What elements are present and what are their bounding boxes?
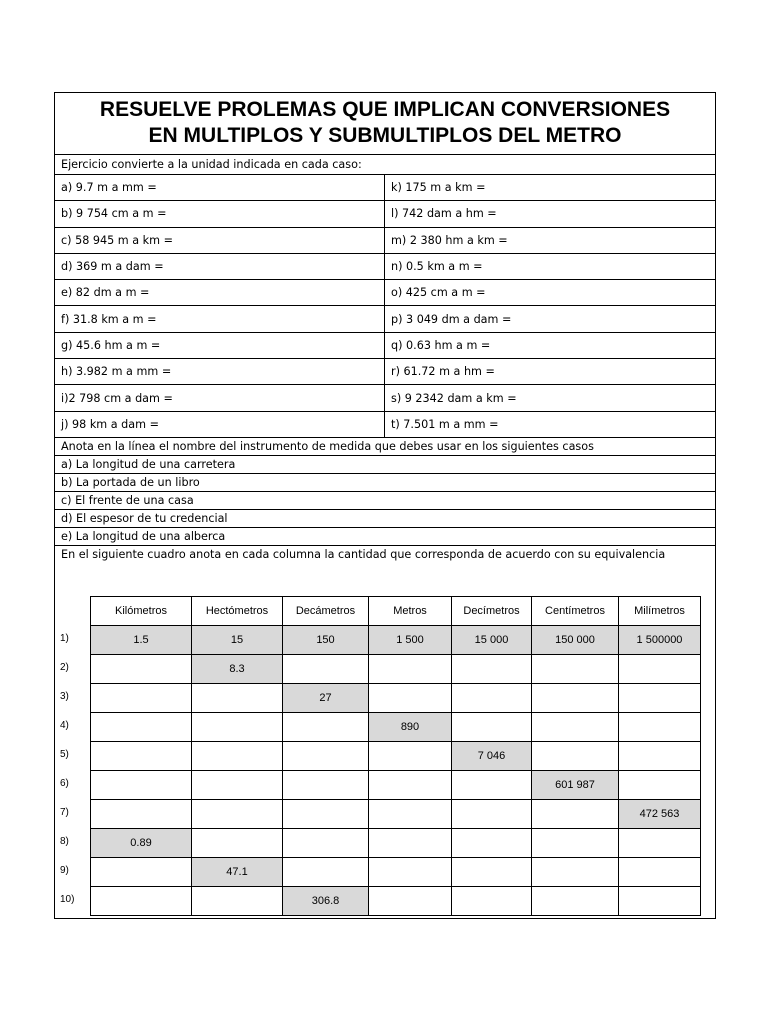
table-cell[interactable] [452, 654, 532, 683]
table-cell[interactable] [369, 799, 452, 828]
exercise-row [55, 306, 715, 332]
column-header: Decámetros [283, 596, 369, 625]
exercise-left[interactable]: a) 9.7 m a mm = [55, 175, 385, 200]
row-index-label: 5) [60, 749, 69, 761]
exercise-right[interactable]: p) 3 049 dm a dam = [391, 312, 512, 326]
column-header: Decímetros [452, 596, 532, 625]
exercise-left[interactable]: b) 9 754 cm a m = [55, 201, 385, 226]
table-cell: 27 [283, 683, 369, 712]
column-header: Hectómetros [192, 596, 283, 625]
exercise-right[interactable]: q) 0.63 hm a m = [391, 338, 491, 352]
exercise-row [55, 254, 715, 280]
table-cell[interactable] [619, 741, 701, 770]
row-index-label: 1) [60, 633, 69, 645]
exercise-row [55, 175, 715, 201]
exercise-row [55, 412, 715, 438]
row-index-cell [60, 828, 91, 857]
column-header: Kilómetros [91, 596, 192, 625]
table-row [90, 799, 701, 828]
table-row [90, 654, 701, 683]
table-cell[interactable] [452, 770, 532, 799]
exercise-row [55, 228, 715, 254]
table-cell: 7 046 [452, 741, 532, 770]
title-line-1: RESUELVE PROLEMAS QUE IMPLICAN CONVERSIONES [99, 98, 671, 121]
table-cell: 0.89 [91, 828, 192, 857]
table-cell[interactable] [619, 857, 701, 886]
table-cell[interactable] [532, 741, 619, 770]
row-index-label: 7) [60, 807, 69, 819]
row-index-label: 8) [60, 836, 69, 848]
table-cell[interactable] [452, 683, 532, 712]
table-cell: 1 500000 [619, 625, 701, 654]
row-index-cell [60, 799, 91, 828]
table-cell[interactable] [532, 886, 619, 915]
table-cell[interactable] [91, 712, 192, 741]
table-row [90, 857, 701, 886]
exercise-right[interactable]: t) 7.501 m a mm = [391, 417, 499, 431]
table-cell: 150 [283, 625, 369, 654]
table-cell[interactable] [532, 654, 619, 683]
table-cell[interactable] [369, 654, 452, 683]
row-index-cell [60, 712, 91, 741]
exercise-right[interactable]: l) 742 dam a hm = [391, 207, 497, 221]
exercise-left[interactable]: c) 58 945 m a km = [55, 228, 385, 253]
table-cell[interactable] [192, 770, 283, 799]
exercise-row [55, 359, 715, 385]
exercise-row [55, 201, 715, 227]
table-cell[interactable] [192, 886, 283, 915]
exercise-left[interactable]: e) 82 dm a m = [55, 280, 385, 305]
table-cell[interactable] [369, 857, 452, 886]
row-index-cell [60, 683, 91, 712]
table-cell[interactable] [369, 683, 452, 712]
table-cell[interactable] [369, 741, 452, 770]
exercise-right[interactable]: k) 175 m a km = [391, 181, 486, 195]
table-row [90, 683, 701, 712]
table-cell[interactable] [283, 654, 369, 683]
table-cell[interactable] [91, 741, 192, 770]
exercise-right[interactable]: r) 61.72 m a hm = [391, 365, 495, 379]
table-cell: 8.3 [192, 654, 283, 683]
table-cell[interactable] [369, 770, 452, 799]
row-index-cell [60, 857, 91, 886]
table-cell: 15 [192, 625, 283, 654]
table-cell[interactable] [192, 712, 283, 741]
row-index-label: 4) [60, 720, 69, 732]
table-cell[interactable] [91, 683, 192, 712]
column-header: Centímetros [532, 596, 619, 625]
row-index-cell [60, 625, 91, 654]
table-cell[interactable] [452, 857, 532, 886]
table-cell[interactable] [532, 857, 619, 886]
table-header-row [90, 596, 701, 625]
exercise-left[interactable]: i)2 798 cm a dam = [55, 385, 385, 410]
exercise-row [55, 385, 715, 411]
table-row [90, 712, 701, 741]
table-cell[interactable] [283, 712, 369, 741]
table-cell[interactable] [619, 886, 701, 915]
equivalence-table [60, 596, 701, 916]
instrument-item[interactable]: b) La portada de un libro [55, 474, 715, 492]
exercise-right[interactable]: o) 425 cm a m = [391, 286, 486, 300]
column-header: Metros [369, 596, 452, 625]
table-cell[interactable] [619, 683, 701, 712]
worksheet [54, 92, 716, 919]
table-cell[interactable] [283, 857, 369, 886]
table-cell[interactable] [283, 770, 369, 799]
table-cell[interactable] [532, 712, 619, 741]
exercise-right[interactable]: m) 2 380 hm a km = [391, 233, 508, 247]
row-index-label: 9) [60, 865, 69, 877]
instrument-item[interactable]: a) La longitud de una carretera [55, 456, 715, 474]
exercise-left[interactable]: f) 31.8 km a m = [55, 306, 385, 331]
table-cell[interactable] [619, 770, 701, 799]
exercise-right[interactable]: s) 9 2342 dam a km = [391, 391, 517, 405]
column-header: Milímetros [619, 596, 701, 625]
table-cell: 150 000 [532, 625, 619, 654]
exercise-intro: Ejercicio convierte a la unidad indicada en cada caso: [55, 155, 715, 175]
row-index-cell [60, 741, 91, 770]
table-row [90, 741, 701, 770]
table-cell[interactable] [283, 799, 369, 828]
instrument-item[interactable]: c) El frente de una casa [55, 492, 715, 510]
table-row [90, 625, 701, 654]
exercise-right[interactable]: n) 0.5 km a m = [391, 260, 483, 274]
table-cell[interactable] [452, 799, 532, 828]
exercise-row [55, 280, 715, 306]
instrument-list [55, 456, 715, 546]
table-cell: 47.1 [192, 857, 283, 886]
table-cell[interactable] [283, 741, 369, 770]
row-index-cell [60, 886, 91, 915]
instrument-item[interactable]: e) La longitud de una alberca [55, 528, 715, 546]
table-cell[interactable] [532, 683, 619, 712]
table-cell[interactable] [91, 886, 192, 915]
table-cell: 306.8 [283, 886, 369, 915]
table-cell: 472 563 [619, 799, 701, 828]
table-cell[interactable] [532, 828, 619, 857]
table-intro: En el siguiente cuadro anota en cada columna la cantidad que corresponda de acuerdo con su equivalencia [61, 548, 666, 562]
title-line-2: EN MULTIPLOS Y SUBMULTIPLOS DEL METRO [148, 124, 622, 147]
table-cell[interactable] [532, 799, 619, 828]
exercise-list [55, 175, 715, 438]
exercise-row [55, 333, 715, 359]
exercise-left[interactable]: g) 45.6 hm a m = [55, 333, 385, 358]
table-cell[interactable] [91, 770, 192, 799]
instrument-intro: Anota en la línea el nombre del instrumento de medida que debes usar en los siguientes casos [55, 438, 715, 456]
table-cell[interactable] [369, 828, 452, 857]
table-cell: 601 987 [532, 770, 619, 799]
table-row [90, 886, 701, 915]
row-index-label: 6) [60, 778, 69, 790]
table-row [90, 770, 701, 799]
instrument-item[interactable]: d) El espesor de tu credencial [55, 510, 715, 528]
row-index-label: 3) [60, 691, 69, 703]
table-cell[interactable] [452, 712, 532, 741]
table-cell[interactable] [369, 886, 452, 915]
table-row [90, 828, 701, 857]
row-index-header [90, 596, 91, 625]
exercise-left[interactable]: d) 369 m a dam = [55, 254, 385, 279]
row-index-cell [60, 770, 91, 799]
table-cell[interactable] [619, 712, 701, 741]
table-cell[interactable] [91, 654, 192, 683]
row-index-label: 2) [60, 662, 69, 674]
table-cell[interactable] [91, 857, 192, 886]
worksheet-title [55, 93, 715, 155]
table-cell: 1.5 [91, 625, 192, 654]
table-cell: 15 000 [452, 625, 532, 654]
table-cell[interactable] [91, 799, 192, 828]
equivalence-section [55, 546, 715, 918]
table-cell[interactable] [619, 654, 701, 683]
table-cell[interactable] [192, 828, 283, 857]
table-cell: 1 500 [369, 625, 452, 654]
table-cell: 890 [369, 712, 452, 741]
row-index-label: 10) [60, 894, 75, 906]
table-cell[interactable] [452, 828, 532, 857]
table-cell[interactable] [452, 886, 532, 915]
table-cell[interactable] [192, 683, 283, 712]
exercise-left[interactable]: j) 98 km a dam = [55, 412, 385, 437]
table-cell[interactable] [192, 741, 283, 770]
row-index-cell [60, 654, 91, 683]
table-cell[interactable] [192, 799, 283, 828]
exercise-left[interactable]: h) 3.982 m a mm = [55, 359, 385, 384]
table-cell[interactable] [619, 828, 701, 857]
table-cell[interactable] [283, 828, 369, 857]
